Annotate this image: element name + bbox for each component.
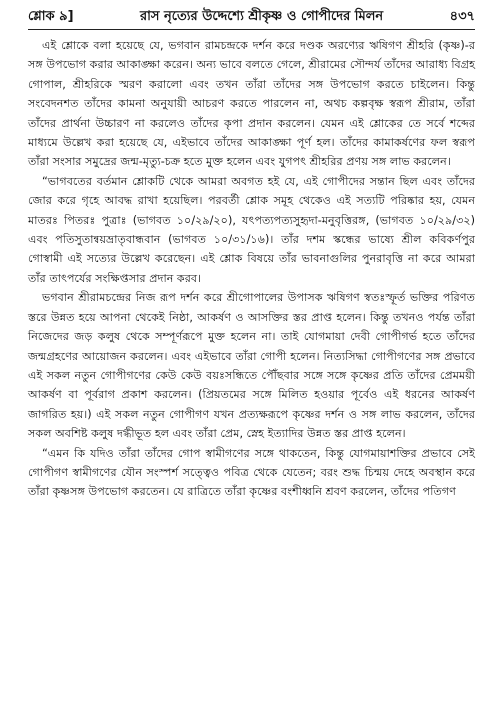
verse-reference: শ্লোক ৯]	[28, 9, 74, 24]
chapter-title: রাস নৃত্যের উদ্দেশ্যে শ্রীকৃষ্ণ ও গোপীদের মিলন	[140, 9, 384, 24]
page-number: ৪৩৭	[449, 9, 475, 24]
page-body	[28, 36, 475, 502]
header-rule	[28, 29, 475, 30]
page-header	[28, 8, 475, 26]
paragraph-2: “ভাগবতের বর্তমান শ্লোকটি থেকে আমরা অবগত হই যে, এই গোপীদের সন্তান ছিল এবং তাঁদের জোর করে গৃহে আবদ্ধ রাখা হয়েছিল। পরবর্তী শ্লোক সমূহ থেকেও এই সত্যটি পরিষ্কার হয়, যেমন মাতরঃ পিতরঃ পুত্রাঃ (ভাগবত ১০/২৯/২০), যৎপত্যপত্যসুহৃদা-মনুবৃত্তিরঙ্গ, (ভাগবত ১০/২৯/৩২) এবং পতিসুতান্বয়ভ্রাতৃবান্ধবান (ভাগবত ১০/৩১/১৬)। তাঁর দশম স্কন্ধের ভাষ্যে শ্রীল কবিকর্ণপুর গোস্বামী এই সত্যের উল্লেখ করেছেন। এই শ্লোক বিষয়ে তাঁর ভাবনাগুলির পুনরাবৃত্তি না করে আমরা তাঁর তাৎপর্যের সংক্ষিপ্তসার প্রদান করব।	[28, 174, 475, 285]
paragraph-1: এই শ্লোকে বলা হয়েছে যে, ভগবান রামচন্দ্রকে দর্শন করে দণ্ডক অরণ্যের ঋষিগণ শ্রীহরি (কৃষ্ণ)-র সঙ্গ উপভোগ করার আকাঙ্ক্ষা করেন। অন্য ভাবে বলতে গেলে, শ্রীরামের সৌন্দর্য তাঁদের আরাধ্য বিগ্রহ গোপাল, শ্রীহরিকে স্মরণ করালো এবং তখন তাঁরা তাঁদের সঙ্গ উপভোগ করতে চাইলেন। কিন্তু সংবেদনশত তাঁদের কামনা অনুযায়ী আচরণ করতে পারলেন না, অথচ কল্পবৃক্ষ স্বরূপ শ্রীরাম, তাঁরা তাঁদের প্রার্থনা উচ্চারণ না করলেও তাঁদের কৃপা প্রদান করলেন। যেমন এই শ্লোকের তে সর্বে শব্দের মাধ্যমে উল্লেখ করা হয়েছে যে, এইভাবে তাঁদের আকাঙ্ক্ষা পূর্ণ হল। তাঁদের কামাকর্ষণের ফল স্বরূপ তাঁরা সংসার সমুদ্রের জন্ম-মৃত্যু-চক্র হতে মুক্ত হলেন এবং যুগপৎ শ্রীহরির প্রণয় সঙ্গ লাভ করলেন।	[28, 39, 475, 169]
paragraph-3: ভগবান শ্রীরামচন্দ্রের নিজ রূপ দর্শন করে শ্রীগোপালের উপাসক ঋষিগণ স্বতঃস্ফূর্ত ভক্তির পরিণত স্তরে উন্নত হয়ে আপনা থেকেই নিষ্ঠা, আকর্ষণ ও আসক্তির স্তর প্রাপ্ত হলেন। কিন্তু তখনও পর্যন্ত তাঁরা নিজেদের জড় কলুষ থেকে সম্পূর্ণরূপে মুক্ত হলেন না। তাই যোগমায়া দেবী গোপীগর্ভ হতে তাঁদের জন্মগ্রহণের আয়োজন করলেন। এবং এইভাবে তাঁরা গোপী হলেন। নিত্যসিদ্ধা গোপীগণের সঙ্গ প্রভাবে এই সকল নতুন গোপীগণের কেউ কেউ বয়ঃসন্ধিতে পৌঁছবার সঙ্গে সঙ্গে কৃষ্ণের প্রতি তাঁদের প্রেমময়ী আকর্ষণ বা পূর্বরাগ প্রকাশ করলেন। (প্রিয়তমের সঙ্গে মিলিত হওয়ার পূর্বেও এই ধরনের আকর্ষণ জাগরিত হয়।) এই সকল নতুন গোপীগণ যখন প্রত্যক্ষরূপে কৃষ্ণের দর্শন ও সঙ্গ লাভ করলেন, তাঁদের সকল অবশিষ্ট কলুষ দগ্ধীভূত হল এবং তাঁরা প্রেম, স্নেহ ইত্যাদির উন্নত স্তর প্রাপ্ত হলেন।	[28, 291, 475, 441]
paragraph-4: “এমন কি যদিও তাঁরা তাঁদের গোপ স্বামীগণের সঙ্গে থাকতেন, কিন্তু যোগমায়াশক্তির প্রভাবে সেই গোপীগণ স্বামীগণের যৌন সংস্পর্শ সত্ত্বেও পবিত্র থেকে যেতেন; বরং শুদ্ধ চিন্ময় দেহে অবস্থান করে তাঁরা কৃষ্ণসঙ্গ উপভোগ করতেন। যে রাত্রিতে তাঁরা কৃষ্ণের বংশীধ্বনি শ্রবণ করলেন, তাঁদের পতিগণ	[28, 446, 475, 499]
